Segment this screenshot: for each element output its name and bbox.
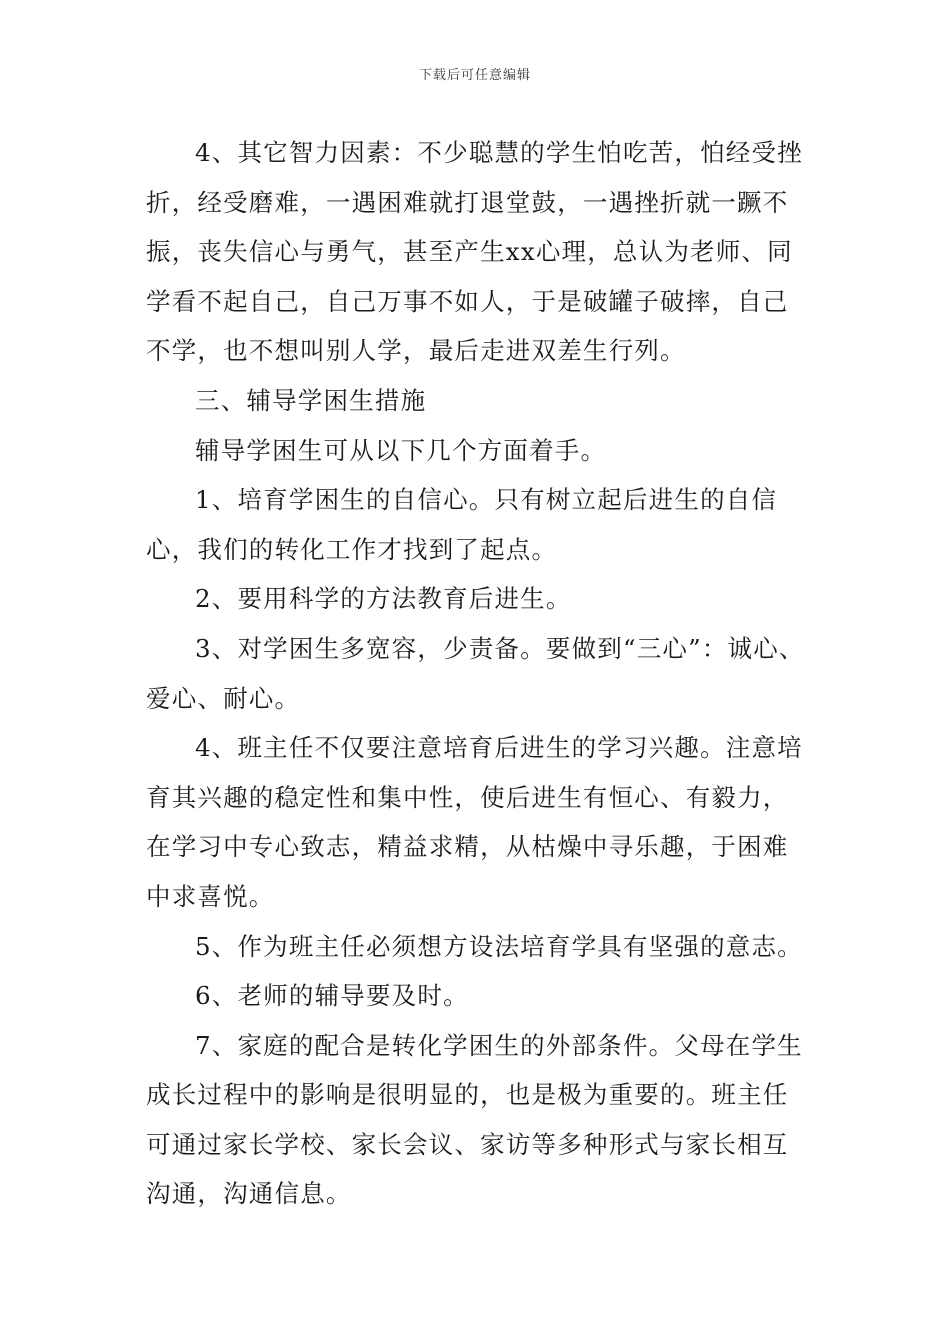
page-header: 下载后可任意编辑 <box>418 68 531 83</box>
document-body <box>146 128 814 1219</box>
paragraph-intro: 辅导学困生可从以下几个方面着手。 <box>195 435 607 465</box>
section-heading-measures: 三、辅导学困生措施 <box>195 385 427 415</box>
paragraph-item-4: 4、班主任不仅要注意培育后进生的学习兴趣。注意培育其兴趣的稳定性和集中性，使后进生有恒心、有毅力，在学习中专心致志，精益求精，从枯燥中寻乐趣，于困难中求喜悦。 <box>146 733 803 911</box>
paragraph-item-2: 2、要用科学的方法教育后进生。 <box>195 584 572 614</box>
paragraph-other-intellectual-factors: 4、其它智力因素：不少聪慧的学生怕吃苦，怕经受挫折，经受磨难，一遇困难就打退堂鼓，一遇挫折就一蹶不振，丧失信心与勇气，甚至产生xx心理，总认为老师、同学看不起自己，自己万事不如人，于是破罐子破摔，自己不学，也不想叫别人学，最后走进双差生行列。 <box>146 138 803 366</box>
paragraph-item-7: 7、家庭的配合是转化学困生的外部条件。父母在学生成长过程中的影响是很明显的，也是极为重要的。班主任可通过家长学校、家长会议、家访等多种形式与家长相互沟通，沟通信息。 <box>146 1030 803 1209</box>
paragraph-item-6: 6、老师的辅导要及时。 <box>195 981 469 1011</box>
paragraph-item-3: 3、对学困生多宽容，少责备。要做到“三心”：诚心、爱心、耐心。 <box>146 633 805 713</box>
paragraph-item-1: 1、培育学困生的自信心。只有树立起后进生的自信心，我们的转化工作才找到了起点。 <box>146 485 778 564</box>
paragraph-item-5: 5、作为班主任必须想方设法培育学具有坚强的意志。 <box>195 931 803 961</box>
